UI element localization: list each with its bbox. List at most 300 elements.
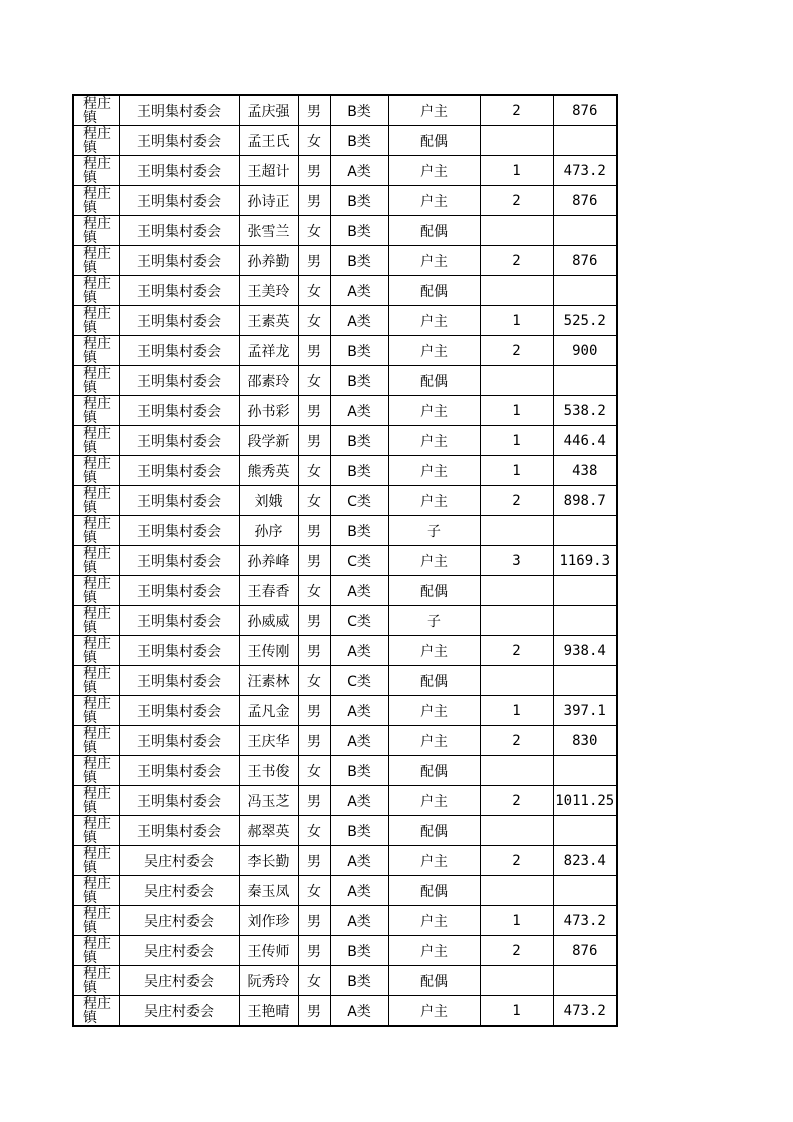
table-row — [73, 546, 617, 576]
count-cell: 2 — [480, 486, 553, 516]
relation-cell: 户主 — [388, 726, 480, 756]
amount-cell — [553, 516, 617, 546]
count-cell — [480, 756, 553, 786]
town-cell — [73, 786, 119, 816]
gender-cell: 女 — [298, 276, 330, 306]
count-cell — [480, 666, 553, 696]
name-cell: 孟庆强 — [239, 95, 298, 126]
category-cell: A类 — [330, 846, 388, 876]
table-row — [73, 636, 617, 666]
relation-cell: 户主 — [388, 336, 480, 366]
name-cell: 孙序 — [239, 516, 298, 546]
amount-cell — [553, 576, 617, 606]
amount-cell: 876 — [553, 246, 617, 276]
gender-cell: 男 — [298, 726, 330, 756]
amount-cell — [553, 366, 617, 396]
village-cell: 吴庄村委会 — [119, 876, 239, 906]
amount-cell: 1169.3 — [553, 546, 617, 576]
name-cell: 阮秀玲 — [239, 966, 298, 996]
amount-cell: 525.2 — [553, 306, 617, 336]
name-cell: 孟王氏 — [239, 126, 298, 156]
relation-cell: 子 — [388, 606, 480, 636]
relation-cell: 户主 — [388, 546, 480, 576]
town-cell — [73, 666, 119, 696]
town-label: 程庄镇 — [83, 906, 111, 936]
category-cell: C类 — [330, 486, 388, 516]
amount-cell: 1011.25 — [553, 786, 617, 816]
amount-cell: 876 — [553, 186, 617, 216]
village-cell: 吴庄村委会 — [119, 996, 239, 1027]
town-cell — [73, 216, 119, 246]
name-cell: 孙书彩 — [239, 396, 298, 426]
town-label: 程庄镇 — [83, 126, 111, 156]
name-cell: 王艳晴 — [239, 996, 298, 1027]
count-cell: 2 — [480, 336, 553, 366]
category-cell: A类 — [330, 396, 388, 426]
town-cell — [73, 846, 119, 876]
name-cell: 孙威威 — [239, 606, 298, 636]
category-cell: B类 — [330, 246, 388, 276]
table-row — [73, 666, 617, 696]
name-cell: 孙诗正 — [239, 186, 298, 216]
village-cell: 吴庄村委会 — [119, 846, 239, 876]
name-cell: 郝翠英 — [239, 816, 298, 846]
town-cell — [73, 396, 119, 426]
village-cell: 王明集村委会 — [119, 216, 239, 246]
village-cell: 王明集村委会 — [119, 306, 239, 336]
amount-cell: 438 — [553, 456, 617, 486]
category-cell: B类 — [330, 186, 388, 216]
town-label: 程庄镇 — [83, 846, 111, 876]
town-label: 程庄镇 — [83, 186, 111, 216]
town-cell — [73, 456, 119, 486]
town-cell — [73, 246, 119, 276]
relation-cell: 配偶 — [388, 216, 480, 246]
table-row — [73, 606, 617, 636]
town-label: 程庄镇 — [83, 516, 111, 546]
name-cell: 王庆华 — [239, 726, 298, 756]
table-row — [73, 396, 617, 426]
gender-cell: 女 — [298, 966, 330, 996]
category-cell: C类 — [330, 546, 388, 576]
town-cell — [73, 546, 119, 576]
amount-cell — [553, 816, 617, 846]
relation-cell: 配偶 — [388, 576, 480, 606]
category-cell: B类 — [330, 816, 388, 846]
category-cell: A类 — [330, 786, 388, 816]
count-cell — [480, 516, 553, 546]
gender-cell: 男 — [298, 396, 330, 426]
town-cell — [73, 366, 119, 396]
gender-cell: 男 — [298, 246, 330, 276]
town-label: 程庄镇 — [83, 456, 111, 486]
village-cell: 吴庄村委会 — [119, 906, 239, 936]
village-cell: 王明集村委会 — [119, 486, 239, 516]
count-cell — [480, 216, 553, 246]
gender-cell: 男 — [298, 786, 330, 816]
village-cell: 王明集村委会 — [119, 95, 239, 126]
name-cell: 王美玲 — [239, 276, 298, 306]
relation-cell: 户主 — [388, 186, 480, 216]
amount-cell: 876 — [553, 95, 617, 126]
gender-cell: 女 — [298, 456, 330, 486]
relation-cell: 户主 — [388, 636, 480, 666]
amount-cell — [553, 876, 617, 906]
town-cell — [73, 156, 119, 186]
count-cell: 1 — [480, 996, 553, 1027]
count-cell — [480, 276, 553, 306]
amount-cell — [553, 216, 617, 246]
count-cell: 2 — [480, 936, 553, 966]
table-row — [73, 876, 617, 906]
category-cell: C类 — [330, 606, 388, 636]
count-cell — [480, 876, 553, 906]
village-cell: 王明集村委会 — [119, 396, 239, 426]
name-cell: 张雪兰 — [239, 216, 298, 246]
town-label: 程庄镇 — [83, 696, 111, 726]
name-cell: 王书俊 — [239, 756, 298, 786]
village-cell: 吴庄村委会 — [119, 966, 239, 996]
relation-cell: 配偶 — [388, 876, 480, 906]
town-cell — [73, 306, 119, 336]
village-cell: 王明集村委会 — [119, 606, 239, 636]
roster-body — [73, 95, 617, 1026]
table-row — [73, 216, 617, 246]
count-cell: 2 — [480, 726, 553, 756]
category-cell: B类 — [330, 366, 388, 396]
relation-cell: 户主 — [388, 936, 480, 966]
relation-cell: 户主 — [388, 156, 480, 186]
name-cell: 王超计 — [239, 156, 298, 186]
village-cell: 王明集村委会 — [119, 756, 239, 786]
town-label: 程庄镇 — [83, 816, 111, 846]
name-cell: 王素英 — [239, 306, 298, 336]
town-label: 程庄镇 — [83, 726, 111, 756]
category-cell: B类 — [330, 936, 388, 966]
amount-cell — [553, 276, 617, 306]
amount-cell — [553, 966, 617, 996]
village-cell: 王明集村委会 — [119, 456, 239, 486]
name-cell: 冯玉芝 — [239, 786, 298, 816]
village-cell: 王明集村委会 — [119, 786, 239, 816]
town-label: 程庄镇 — [83, 396, 111, 426]
town-label: 程庄镇 — [83, 546, 111, 576]
count-cell: 2 — [480, 95, 553, 126]
village-cell: 王明集村委会 — [119, 516, 239, 546]
count-cell — [480, 366, 553, 396]
village-cell: 王明集村委会 — [119, 336, 239, 366]
relation-cell: 配偶 — [388, 966, 480, 996]
gender-cell: 女 — [298, 666, 330, 696]
relation-cell: 配偶 — [388, 756, 480, 786]
village-cell: 吴庄村委会 — [119, 936, 239, 966]
relation-cell: 配偶 — [388, 816, 480, 846]
village-cell: 王明集村委会 — [119, 126, 239, 156]
town-label: 程庄镇 — [83, 276, 111, 306]
village-cell: 王明集村委会 — [119, 186, 239, 216]
count-cell: 1 — [480, 426, 553, 456]
category-cell: B类 — [330, 756, 388, 786]
town-label: 程庄镇 — [83, 366, 111, 396]
relation-cell: 户主 — [388, 306, 480, 336]
amount-cell — [553, 606, 617, 636]
name-cell: 段学新 — [239, 426, 298, 456]
count-cell — [480, 966, 553, 996]
town-cell — [73, 576, 119, 606]
count-cell: 2 — [480, 636, 553, 666]
name-cell: 孟祥龙 — [239, 336, 298, 366]
table-row — [73, 576, 617, 606]
category-cell: B类 — [330, 456, 388, 486]
count-cell — [480, 126, 553, 156]
name-cell: 李长勤 — [239, 846, 298, 876]
category-cell: B类 — [330, 126, 388, 156]
town-label: 程庄镇 — [83, 666, 111, 696]
relation-cell: 户主 — [388, 786, 480, 816]
town-cell — [73, 696, 119, 726]
relation-cell: 户主 — [388, 456, 480, 486]
gender-cell: 男 — [298, 546, 330, 576]
table-row — [73, 246, 617, 276]
town-cell — [73, 606, 119, 636]
table-row — [73, 516, 617, 546]
roster-table — [72, 94, 618, 1027]
town-label: 程庄镇 — [83, 486, 111, 516]
category-cell: A类 — [330, 576, 388, 606]
gender-cell: 男 — [298, 996, 330, 1027]
amount-cell — [553, 126, 617, 156]
table-row — [73, 756, 617, 786]
village-cell: 王明集村委会 — [119, 666, 239, 696]
town-label: 程庄镇 — [83, 786, 111, 816]
count-cell: 1 — [480, 156, 553, 186]
gender-cell: 女 — [298, 486, 330, 516]
town-cell — [73, 816, 119, 846]
name-cell: 汪素林 — [239, 666, 298, 696]
table-row — [73, 996, 617, 1027]
amount-cell: 538.2 — [553, 396, 617, 426]
town-cell — [73, 186, 119, 216]
table-row — [73, 366, 617, 396]
category-cell: B类 — [330, 95, 388, 126]
table-row — [73, 936, 617, 966]
amount-cell: 473.2 — [553, 906, 617, 936]
relation-cell: 户主 — [388, 486, 480, 516]
relation-cell: 户主 — [388, 246, 480, 276]
relation-cell: 户主 — [388, 426, 480, 456]
table-row — [73, 156, 617, 186]
name-cell: 王传师 — [239, 936, 298, 966]
name-cell: 熊秀英 — [239, 456, 298, 486]
name-cell: 刘娥 — [239, 486, 298, 516]
gender-cell: 男 — [298, 95, 330, 126]
gender-cell: 男 — [298, 426, 330, 456]
name-cell: 孙养峰 — [239, 546, 298, 576]
table-row — [73, 126, 617, 156]
count-cell — [480, 816, 553, 846]
town-label: 程庄镇 — [83, 936, 111, 966]
relation-cell: 户主 — [388, 846, 480, 876]
table-row — [73, 966, 617, 996]
amount-cell: 823.4 — [553, 846, 617, 876]
amount-cell: 938.4 — [553, 636, 617, 666]
table-row — [73, 306, 617, 336]
amount-cell: 446.4 — [553, 426, 617, 456]
name-cell: 孟凡金 — [239, 696, 298, 726]
town-cell — [73, 636, 119, 666]
gender-cell: 男 — [298, 906, 330, 936]
town-cell — [73, 516, 119, 546]
table-row — [73, 906, 617, 936]
category-cell: A类 — [330, 156, 388, 186]
category-cell: B类 — [330, 516, 388, 546]
gender-cell: 女 — [298, 366, 330, 396]
town-label: 程庄镇 — [83, 426, 111, 456]
town-label: 程庄镇 — [83, 246, 111, 276]
gender-cell: 男 — [298, 696, 330, 726]
relation-cell: 子 — [388, 516, 480, 546]
village-cell: 王明集村委会 — [119, 696, 239, 726]
town-label: 程庄镇 — [83, 336, 111, 366]
table-row — [73, 95, 617, 126]
town-label: 程庄镇 — [83, 876, 111, 906]
category-cell: A类 — [330, 696, 388, 726]
category-cell: A类 — [330, 306, 388, 336]
relation-cell: 配偶 — [388, 276, 480, 306]
gender-cell: 男 — [298, 516, 330, 546]
amount-cell: 898.7 — [553, 486, 617, 516]
category-cell: A类 — [330, 906, 388, 936]
count-cell: 1 — [480, 456, 553, 486]
relation-cell: 户主 — [388, 696, 480, 726]
town-cell — [73, 426, 119, 456]
table-row — [73, 726, 617, 756]
relation-cell: 户主 — [388, 996, 480, 1027]
table-row — [73, 786, 617, 816]
town-cell — [73, 906, 119, 936]
category-cell: B类 — [330, 336, 388, 366]
gender-cell: 女 — [298, 816, 330, 846]
relation-cell: 户主 — [388, 95, 480, 126]
table-row — [73, 426, 617, 456]
town-cell — [73, 336, 119, 366]
table-row — [73, 696, 617, 726]
name-cell: 邵素玲 — [239, 366, 298, 396]
table-row — [73, 846, 617, 876]
category-cell: C类 — [330, 666, 388, 696]
gender-cell: 男 — [298, 936, 330, 966]
name-cell: 王春香 — [239, 576, 298, 606]
relation-cell: 配偶 — [388, 126, 480, 156]
gender-cell: 女 — [298, 756, 330, 786]
count-cell: 2 — [480, 846, 553, 876]
count-cell: 1 — [480, 306, 553, 336]
table-row — [73, 486, 617, 516]
town-label: 程庄镇 — [83, 966, 111, 996]
gender-cell: 女 — [298, 306, 330, 336]
village-cell: 王明集村委会 — [119, 576, 239, 606]
category-cell: A类 — [330, 996, 388, 1027]
village-cell: 王明集村委会 — [119, 156, 239, 186]
town-cell — [73, 996, 119, 1027]
name-cell: 刘作珍 — [239, 906, 298, 936]
town-cell — [73, 486, 119, 516]
town-cell — [73, 756, 119, 786]
count-cell: 2 — [480, 786, 553, 816]
town-cell — [73, 876, 119, 906]
village-cell: 王明集村委会 — [119, 636, 239, 666]
village-cell: 王明集村委会 — [119, 426, 239, 456]
gender-cell: 男 — [298, 606, 330, 636]
count-cell: 2 — [480, 186, 553, 216]
gender-cell: 女 — [298, 876, 330, 906]
town-label: 程庄镇 — [83, 636, 111, 666]
village-cell: 王明集村委会 — [119, 276, 239, 306]
count-cell: 1 — [480, 696, 553, 726]
table-row — [73, 276, 617, 306]
village-cell: 王明集村委会 — [119, 366, 239, 396]
town-label: 程庄镇 — [83, 996, 111, 1026]
village-cell: 王明集村委会 — [119, 546, 239, 576]
count-cell: 1 — [480, 906, 553, 936]
name-cell: 孙养勤 — [239, 246, 298, 276]
count-cell: 2 — [480, 246, 553, 276]
relation-cell: 户主 — [388, 396, 480, 426]
town-label: 程庄镇 — [83, 576, 111, 606]
category-cell: B类 — [330, 216, 388, 246]
table-row — [73, 186, 617, 216]
category-cell: B类 — [330, 426, 388, 456]
relation-cell: 配偶 — [388, 366, 480, 396]
amount-cell — [553, 666, 617, 696]
category-cell: A类 — [330, 876, 388, 906]
category-cell: A类 — [330, 636, 388, 666]
town-cell — [73, 95, 119, 126]
amount-cell — [553, 756, 617, 786]
relation-cell: 配偶 — [388, 666, 480, 696]
gender-cell: 男 — [298, 636, 330, 666]
town-cell — [73, 936, 119, 966]
amount-cell: 397.1 — [553, 696, 617, 726]
amount-cell: 473.2 — [553, 156, 617, 186]
gender-cell: 女 — [298, 576, 330, 606]
gender-cell: 女 — [298, 216, 330, 246]
town-label: 程庄镇 — [83, 96, 111, 126]
town-label: 程庄镇 — [83, 756, 111, 786]
gender-cell: 男 — [298, 156, 330, 186]
category-cell: B类 — [330, 966, 388, 996]
village-cell: 王明集村委会 — [119, 816, 239, 846]
town-cell — [73, 966, 119, 996]
name-cell: 王传刚 — [239, 636, 298, 666]
town-label: 程庄镇 — [83, 156, 111, 186]
category-cell: A类 — [330, 276, 388, 306]
gender-cell: 女 — [298, 126, 330, 156]
amount-cell: 900 — [553, 336, 617, 366]
table-row — [73, 456, 617, 486]
town-label: 程庄镇 — [83, 606, 111, 636]
amount-cell: 473.2 — [553, 996, 617, 1027]
relation-cell: 户主 — [388, 906, 480, 936]
count-cell: 3 — [480, 546, 553, 576]
category-cell: A类 — [330, 726, 388, 756]
count-cell — [480, 576, 553, 606]
town-label: 程庄镇 — [83, 306, 111, 336]
gender-cell: 男 — [298, 846, 330, 876]
town-label: 程庄镇 — [83, 216, 111, 246]
table-row — [73, 336, 617, 366]
gender-cell: 男 — [298, 336, 330, 366]
